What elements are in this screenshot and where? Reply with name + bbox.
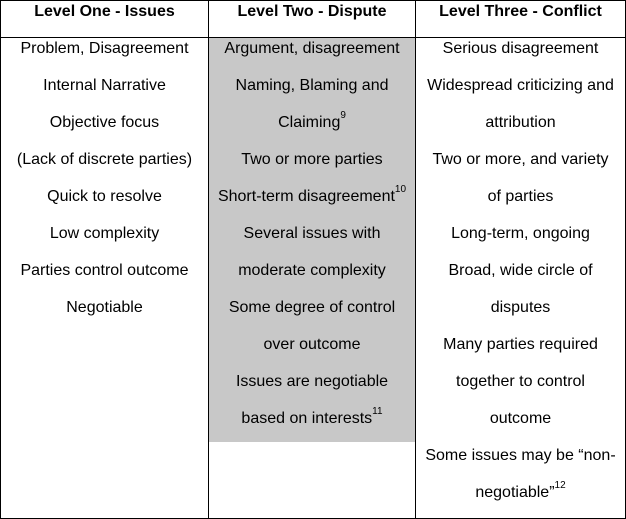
table-cell-line [209, 408, 415, 445]
cell-text: Two or more, and variety [432, 151, 609, 168]
level-one-column [1, 38, 208, 334]
cell-text: together to control [456, 373, 585, 390]
cell-text: Several issues with [243, 225, 381, 242]
cell-text: Widespread criticizing and [427, 77, 614, 94]
cell-text: Issues are negotiable [235, 373, 389, 390]
table-cell-line [209, 75, 415, 112]
cell-text: Broad, wide circle of [448, 262, 593, 279]
table-cell-line [1, 75, 208, 112]
footnote-marker: 10 [394, 184, 407, 195]
footnote-marker: 12 [554, 480, 566, 491]
header-level-one: Level One - Issues [34, 3, 175, 20]
table-cell-line [209, 223, 415, 260]
cell-text: Two or more parties [241, 151, 383, 168]
cell-text: Short-term disagreement [217, 188, 395, 205]
cell-text: Quick to resolve [47, 188, 162, 205]
table-cell-line [416, 149, 625, 186]
level-two-column [209, 38, 415, 445]
table-cell-line [1, 149, 208, 186]
table-cell-line [209, 334, 415, 371]
level-three-column [416, 38, 625, 519]
table-cell-line [1, 260, 208, 297]
table-cell-line [416, 297, 625, 334]
cell-text: Claiming [278, 114, 341, 131]
cell-text: attribution [485, 114, 556, 131]
cell-text: Argument, disagreement [224, 40, 400, 57]
cell-text: Serious disagreement [442, 40, 599, 57]
cell-text: Problem, Disagreement [20, 40, 189, 57]
table-cell-line [416, 445, 625, 482]
cell-text: based on interests [241, 410, 373, 427]
cell-text: Long-term, ongoing [451, 225, 590, 242]
table-cell-line [416, 408, 625, 445]
table-cell-line [416, 223, 625, 260]
table-cell-line [416, 334, 625, 371]
table-cell-line [416, 260, 625, 297]
table-cell-line [1, 223, 208, 260]
cell-text: disputes [490, 299, 551, 316]
table-cell-line [416, 186, 625, 223]
table-cell-line [209, 112, 415, 149]
table-cell-line [1, 38, 208, 75]
header-level-two: Level Two - Dispute [237, 3, 387, 20]
table-cell-line [209, 260, 415, 297]
cell-text: Objective focus [49, 114, 160, 131]
cell-text: of parties [487, 188, 554, 205]
table-cell-line [1, 186, 208, 223]
cell-text: moderate complexity [238, 262, 386, 279]
table-cell-line [416, 482, 625, 519]
cell-text: Parties control outcome [20, 262, 189, 279]
header-level-three: Level Three - Conflict [439, 3, 602, 20]
cell-text: over outcome [263, 336, 361, 353]
table-cell-line [209, 38, 415, 75]
table-cell-line [209, 149, 415, 186]
table-cell-line [416, 371, 625, 408]
cell-text: (Lack of discrete parties) [16, 151, 193, 168]
table-cell-line [416, 75, 625, 112]
table-cell-line [209, 297, 415, 334]
cell-text: Internal Narrative [43, 77, 166, 94]
cell-text: Some issues may be “non- [425, 447, 616, 464]
cell-text: Negotiable [66, 299, 143, 316]
table-cell-line [1, 112, 208, 149]
footnote-marker: 9 [340, 110, 346, 121]
table-cell-line [416, 112, 625, 149]
cell-text: Low complexity [49, 225, 160, 242]
cell-text: Some degree of control [228, 299, 396, 316]
table-border-top [0, 0, 626, 1]
cell-text: outcome [489, 410, 552, 427]
table-cell-line [416, 38, 625, 75]
table-cell-line [209, 186, 415, 223]
footnote-marker: 11 [372, 406, 383, 417]
cell-text: Many parties required [443, 336, 598, 353]
cell-text: negotiable” [475, 484, 555, 501]
table-cell-line [1, 297, 208, 334]
table-cell-line [209, 371, 415, 408]
cell-text: Naming, Blaming and [235, 77, 389, 94]
